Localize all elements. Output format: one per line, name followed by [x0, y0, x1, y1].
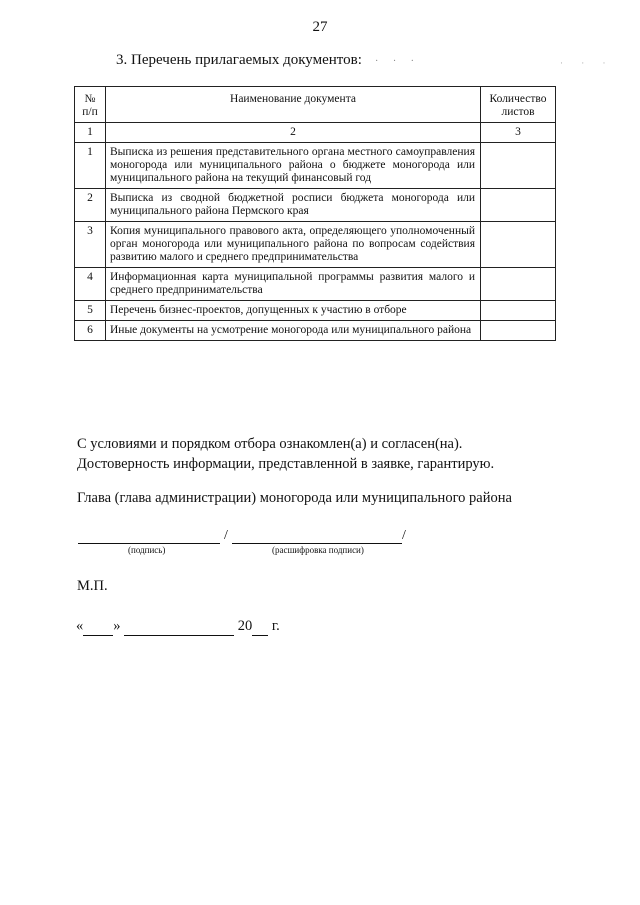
table-row [75, 268, 556, 301]
section-title: 3. Перечень прилагаемых документов: [116, 52, 362, 68]
header-sheets: Количество листов [481, 87, 556, 123]
row-num: 5 [75, 301, 106, 321]
documents-table [74, 86, 556, 341]
row-name: Иные документы на усмотрение моногорода или муниципального района [106, 321, 481, 341]
row-name: Информационная карта муниципальной программы развития малого и среднего предпринимательства [106, 268, 481, 301]
signature-field[interactable] [78, 527, 220, 544]
agreement-line: С условиями и порядком отбора ознакомлен(а) и согласен(на). [77, 436, 463, 452]
table-header-row [75, 87, 556, 123]
date-day-field[interactable] [83, 618, 113, 636]
row-num: 3 [75, 222, 106, 268]
header-name: Наименование документа [106, 87, 481, 123]
row-num: 1 [75, 143, 106, 189]
scan-artifact: · · · [375, 56, 420, 67]
date-close-quote: » [113, 618, 121, 634]
table-row [75, 321, 556, 341]
index-num: 1 [75, 123, 106, 143]
row-name: Перечень бизнес-проектов, допущенных к участию в отборе [106, 301, 481, 321]
scan-artifact: · · · [560, 58, 614, 68]
row-name: Копия муниципального правового акта, определяющего уполномоченный орган моногорода или муниципального района по вопросам содействия развитию малого и среднего предпринимательства [106, 222, 481, 268]
agreement-statement [77, 434, 494, 474]
table-row [75, 143, 556, 189]
signature-decode-field[interactable] [232, 527, 402, 544]
signature-separator-end: / [402, 528, 406, 543]
row-num: 4 [75, 268, 106, 301]
row-sheets [481, 321, 556, 341]
row-sheets [481, 301, 556, 321]
date-year-prefix: 20 [237, 618, 253, 634]
table-row [75, 222, 556, 268]
index-sheets: 3 [481, 123, 556, 143]
date-month-field[interactable] [124, 618, 234, 636]
date-open-quote: « [76, 618, 84, 634]
table-row [75, 301, 556, 321]
date-year-suffix: г. [271, 618, 280, 634]
signature-separator: / [224, 528, 228, 543]
row-sheets [481, 143, 556, 189]
index-name: 2 [106, 123, 481, 143]
row-sheets [481, 268, 556, 301]
row-num: 2 [75, 189, 106, 222]
row-name: Выписка из сводной бюджетной росписи бюджета моногорода или муниципального района Пермского края [106, 189, 481, 222]
signatory-title: Глава (глава администрации) моногорода или муниципального района [77, 490, 512, 506]
guarantee-line: Достоверность информации, представленной в заявке, гарантирую. [77, 456, 495, 472]
stamp-label: М.П. [77, 578, 108, 594]
date-year-field[interactable] [252, 618, 268, 636]
row-sheets [481, 222, 556, 268]
row-sheets [481, 189, 556, 222]
page-number: 27 [312, 19, 328, 35]
row-name: Выписка из решения представительного органа местного самоуправления моногорода или муниципального района о бюджете моногорода или муниципального района на текущий финансовый год [106, 143, 481, 189]
header-num: № п/п [75, 87, 106, 123]
row-num: 6 [75, 321, 106, 341]
table-row [75, 189, 556, 222]
date-line [76, 618, 280, 636]
signature-caption: (подпись) [128, 545, 166, 555]
signature-decode-caption: (расшифровка подписи) [272, 545, 364, 555]
table-index-row [75, 123, 556, 143]
